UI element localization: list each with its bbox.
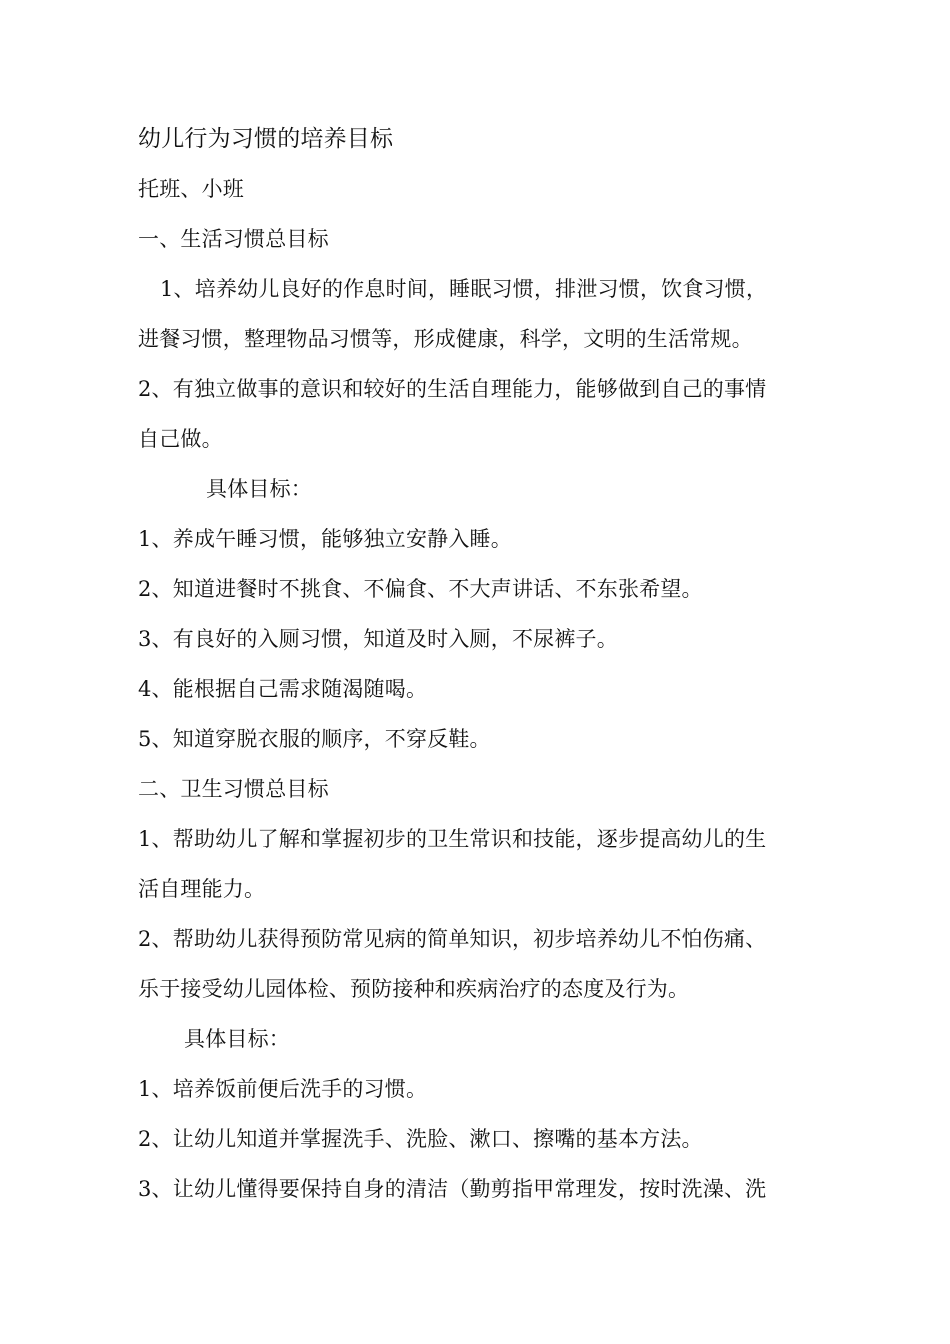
life-goal-1-line-1: 1、培养幼儿良好的作息时间，睡眠习惯，排泄习惯，饮食习惯，	[160, 277, 768, 301]
life-specific-item: 5、知道穿脱衣服的顺序，不穿反鞋。	[138, 727, 491, 751]
hygiene-goal-2-line-1: 2、帮助幼儿获得预防常见病的简单知识，初步培养幼儿不怕伤痛、	[138, 927, 767, 951]
hygiene-specific-item: 1、培养饭前便后洗手的习惯。	[138, 1077, 428, 1101]
document-title: 幼儿行为习惯的培养目标	[138, 126, 394, 152]
class-level: 托班、小班	[138, 177, 244, 201]
life-goal-2-line-2: 自己做。	[138, 427, 223, 451]
life-specific-item: 2、知道进餐时不挑食、不偏食、不大声讲话、不东张希望。	[138, 577, 703, 601]
life-goal-1-line-2: 进餐习惯，整理物品习惯等，形成健康，科学，文明的生活常规。	[138, 327, 753, 351]
life-specific-item: 1、养成午睡习惯，能够独立安静入睡。	[138, 527, 512, 551]
life-specific-item: 3、有良好的入厕习惯，知道及时入厕，不尿裤子。	[138, 627, 618, 651]
section-heading-life-habits: 一、生活习惯总目标	[138, 227, 329, 251]
hygiene-goal-2-line-2: 乐于接受幼儿园体检、预防接种和疾病治疗的态度及行为。	[138, 977, 690, 1001]
life-goal-2-line-1: 2、有独立做事的意识和较好的生活自理能力，能够做到自己的事情	[138, 377, 767, 401]
hygiene-specific-item: 2、让幼儿知道并掌握洗手、洗脸、漱口、擦嘴的基本方法。	[138, 1127, 703, 1151]
life-specific-heading: 具体目标：	[206, 477, 312, 501]
document-body	[138, 114, 808, 1214]
hygiene-specific-heading: 具体目标：	[184, 1027, 290, 1051]
section-heading-hygiene-habits: 二、卫生习惯总目标	[138, 777, 329, 801]
hygiene-specific-item: 3、让幼儿懂得要保持自身的清洁（勤剪指甲常理发，按时洗澡、洗	[138, 1177, 767, 1201]
life-specific-item: 4、能根据自己需求随渴随喝。	[138, 677, 428, 701]
hygiene-goal-1-line-1: 1、帮助幼儿了解和掌握初步的卫生常识和技能，逐步提高幼儿的生	[138, 827, 767, 851]
hygiene-goal-1-line-2: 活自理能力。	[138, 877, 266, 901]
